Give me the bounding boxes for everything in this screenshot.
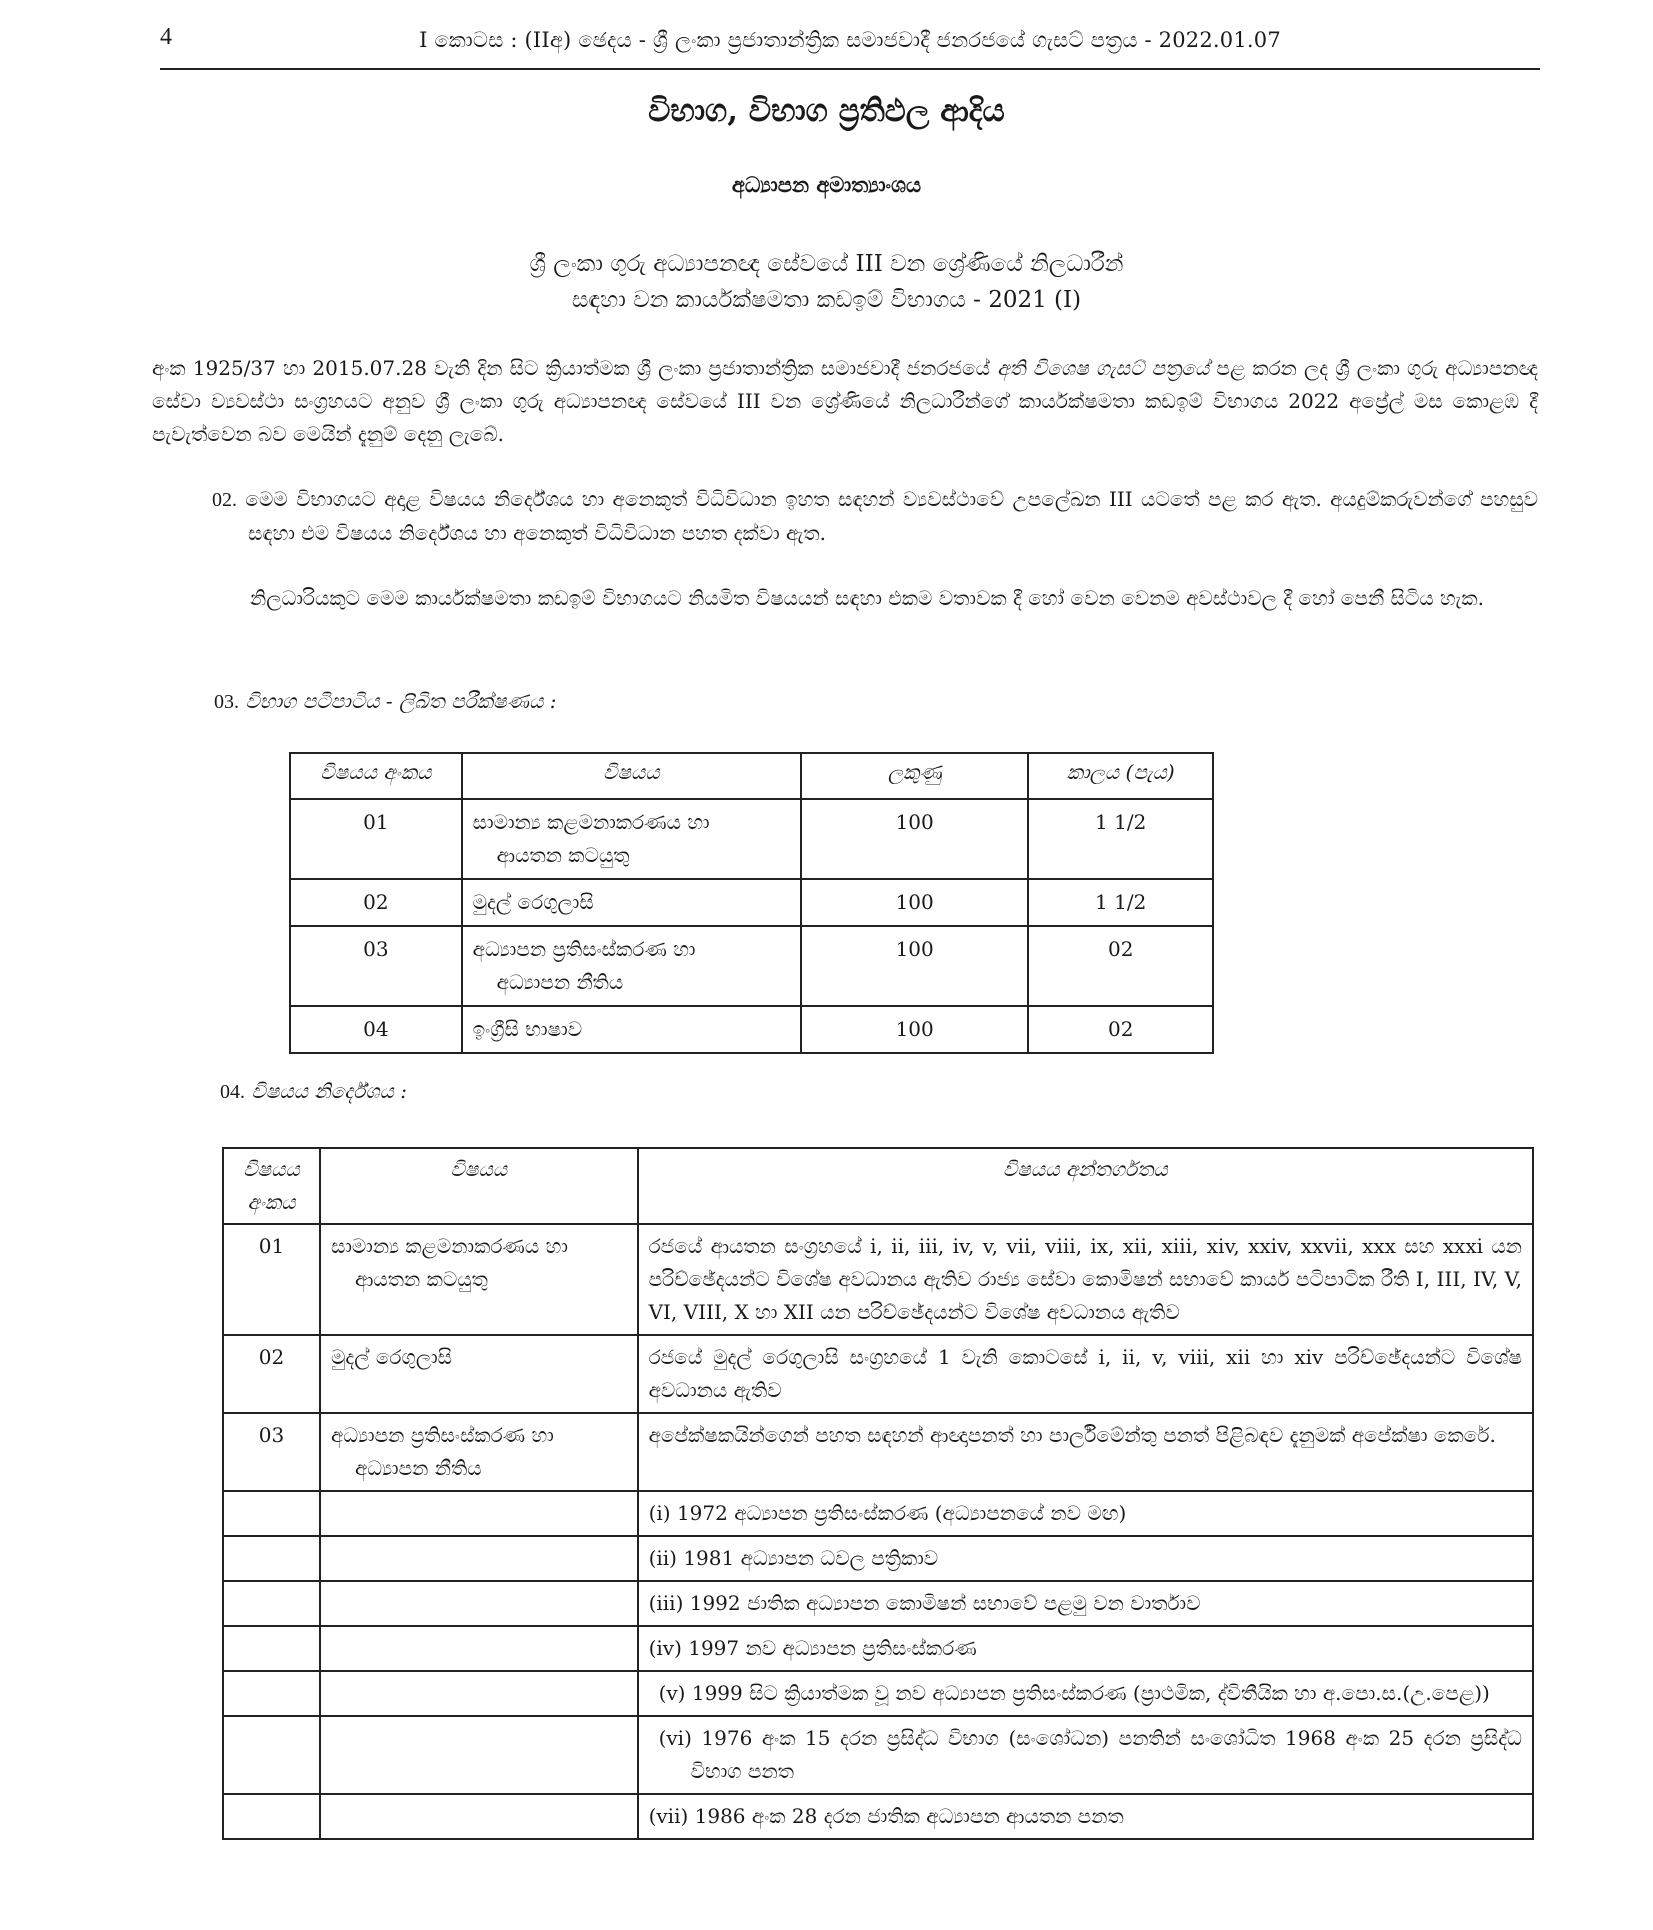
cell-code: 03: [290, 926, 462, 1006]
item-text: (v) 1999 සිට ක්‍රියාත්මක වූ නව අධ්‍යාපන ප්‍රතිසංස්කරණ (ප්‍රාථමික, ද්විතීයික හා අ.පො.ස.(උ.පෙළ)): [658, 1681, 1490, 1705]
cell-code: 01: [290, 799, 462, 879]
cell-content-item: (vii) 1986 අංක 28 දරන ජාතික අධ්‍යාපන ආයතන පනත: [638, 1794, 1533, 1839]
cell-subject-empty: [320, 1794, 638, 1839]
cell-marks: 100: [801, 799, 1028, 879]
cell-subject-empty: [320, 1536, 638, 1581]
paragraph-02-continuation: නිලධාරියකුට මෙම කාර්යක්ෂමතා කඩඉම් විභාගයට නියමිත විෂයයන් සඳහා එකම වතාවක දී හෝ වෙන වෙනම අවස්ථාවල දී හෝ පෙනී සිටිය හැක.: [250, 586, 1484, 610]
cell-marks: 100: [801, 1006, 1028, 1053]
cell-content-item: [638, 1671, 1533, 1716]
cell-subject-empty: [320, 1581, 638, 1626]
header-subject-code: විෂයය අංකය: [290, 753, 462, 799]
cell-code: 02: [290, 879, 462, 926]
running-title: I කොටස : (IIඅ) ඡෙදය - ශ්‍රී ලංකා ප්‍රජාතාන්ත්‍රික සමාජවාදී ජනරජයේ ගැසට් පත්‍රය - 2022.01.07: [419, 28, 1281, 52]
paragraph-03-label: විභාග පටිපාටිය - ලිඛිත පරීක්ෂණය :: [245, 689, 557, 713]
cell-marks: 100: [801, 926, 1028, 1006]
cell-marks: 100: [801, 879, 1028, 926]
exam-title: [0, 246, 1653, 318]
cell-code: 01: [223, 1224, 320, 1335]
cell-content: අපේක්ෂකයින්ගෙන් පහත සඳහන් ආඥාපනත් හා පාර්ලිමේන්තු පනත් පිළිබඳව දැනුමක් අපේක්ෂා කෙරේ.: [638, 1413, 1533, 1491]
cell-subject: [462, 926, 801, 1006]
table-row: [223, 1224, 1533, 1335]
cell-time: 1 1/2: [1028, 799, 1213, 879]
header-time: කාලය (පැය): [1028, 753, 1213, 799]
cell-content-item: (iv) 1997 නව අධ්‍යාපන ප්‍රතිසංස්කරණ: [638, 1626, 1533, 1671]
cell-code: 03: [223, 1413, 320, 1491]
cell-code: 04: [290, 1006, 462, 1053]
exam-schedule-table: [289, 752, 1214, 1054]
subject-line-1: සාමාන්‍ය කළමනාකරණය හා: [472, 810, 710, 834]
cell-subject: [320, 1224, 638, 1335]
table-row: [290, 799, 1213, 879]
header-code-line-1: විෂයය: [243, 1157, 300, 1181]
cell-content: රජයේ මුදල් රෙගුලාසි සංග්‍රහයේ 1 වැනි කොටසේ i, ii, v, viii, xii හා xiv පරිච්ඡේදයන්ට විශේෂ අවධානය ඇතිව: [638, 1335, 1533, 1413]
cell-content-item: (iii) 1992 ජාතික අධ්‍යාපන කොමිෂන් සභාවේ පළමු වන වාර්තාව: [638, 1581, 1533, 1626]
table-header-row: [290, 753, 1213, 799]
cell-subject: [462, 799, 801, 879]
header-code-line-2: අංකය: [247, 1190, 296, 1214]
subject-line-2: ආයතන කටයුතු: [354, 1267, 488, 1291]
paragraph-02: [212, 483, 1539, 550]
ministry-name: අධ්‍යාපන අමාත්‍යාංශය: [731, 172, 922, 197]
table-row: [223, 1536, 1533, 1581]
cell-time: 02: [1028, 926, 1213, 1006]
page-number: 4: [160, 24, 172, 50]
subject-line-2: අධ්‍යාපන නීතිය: [354, 1456, 482, 1480]
table-row: [290, 879, 1213, 926]
intro-paragraph: [152, 352, 1538, 451]
cell-code-empty: [223, 1794, 320, 1839]
table-row: [223, 1626, 1533, 1671]
header-rule: [160, 68, 1540, 70]
header-subject-code: [223, 1148, 320, 1224]
paragraph-03-number: 03.: [214, 691, 239, 713]
cell-subject: [320, 1413, 638, 1491]
cell-subject: මුදල් රෙගුලාසි: [462, 879, 801, 926]
cell-code-empty: [223, 1716, 320, 1794]
subject-line-1: සාමාන්‍ය කළමනාකරණය හා: [330, 1234, 568, 1258]
paragraph-02-number: 02.: [212, 489, 237, 511]
cell-subject-empty: [320, 1491, 638, 1536]
table-row: [223, 1413, 1533, 1491]
item-text: (vi) 1976 අංක 15 දරන ප්‍රසිද්ධ විභාග (සංශෝධන) පනතින් සංශෝධිත 1968 අංක 25 දරන ප්‍රසිද්ධ විභාග පනත: [658, 1726, 1522, 1783]
cell-code-empty: [223, 1491, 320, 1536]
subject-line-2: ආයතන කටයුතු: [496, 843, 630, 867]
subject-line-1: අධ්‍යාපන ප්‍රතිසංස්කරණ හා: [330, 1423, 554, 1447]
intro-text-part-1: අංක 1925/37 හා 2015.07.28 වැනි දින සිට ක්‍රියාත්මක ශ්‍රී ලංකා ප්‍රජාතාන්ත්‍රික සමාජවාදී ජනරජයේ: [152, 356, 998, 380]
table-row: [290, 1006, 1213, 1053]
table-row: [223, 1794, 1533, 1839]
cell-content: රජයේ ආයතන සංග්‍රහයේ i, ii, iii, iv, v, vii, viii, ix, xii, xiii, xiv, xxiv, xxvii, xxx සහ xxxi යන පරිච්ඡේදයන්ට විශේෂ අවධානය ඇතිව රාජ්‍ය සේවා කොමිෂන් සභාවේ කාර්ය පටිපාටික රීති I, III, IV, V, VI, VIII, X හා XII යන පරිච්ඡේදයන්ට විශේෂ අවධානය ඇතිව: [638, 1224, 1533, 1335]
table-row: [223, 1581, 1533, 1626]
header-subject: විෂයය: [320, 1148, 638, 1224]
subject-line-2: අධ්‍යාපන නීතිය: [496, 970, 624, 994]
table-row: [223, 1716, 1533, 1794]
cell-code: 02: [223, 1335, 320, 1413]
paragraph-02-text: මෙම විභාගයට අදාළ විෂයය නිර්දේශය හා අනෙකුත් විධිවිධාන ඉහත සඳහන් ව්‍යවස්ථාවේ උපලේඛන III යටතේ පළ කර ඇත. අයදුම්කරුවන්ගේ පහසුව සඳහා එම විෂයය නිර්දේශය හා අනෙකුත් විධිවිධාන පහත දක්වා ඇත.: [245, 487, 1539, 545]
cell-code-empty: [223, 1581, 320, 1626]
cell-subject-empty: [320, 1626, 638, 1671]
table-header-row: [223, 1148, 1533, 1224]
cell-time: 02: [1028, 1006, 1213, 1053]
cell-subject: මුදල් රෙගුලාසි: [320, 1335, 638, 1413]
cell-content-item: [638, 1716, 1533, 1794]
table-row: [223, 1491, 1533, 1536]
running-header: [160, 24, 1540, 64]
exam-title-line-1: ශ්‍රී ලංකා ගුරු අධ්‍යාපනඥ සේවයේ III වන ශ්‍රේණියේ නිලධාරීන්: [529, 251, 1124, 277]
paragraph-04-number: 04.: [220, 1081, 245, 1103]
cell-code-empty: [223, 1536, 320, 1581]
table-row: [290, 926, 1213, 1006]
cell-time: 1 1/2: [1028, 879, 1213, 926]
syllabus-table: [222, 1147, 1534, 1840]
cell-code-empty: [223, 1626, 320, 1671]
intro-text-italic: අති විශෙෂ ගැසට් පත්‍රයේ: [997, 356, 1210, 380]
table-row: [223, 1671, 1533, 1716]
cell-content-item: (i) 1972 අධ්‍යාපන ප්‍රතිසංස්කරණ (අධ්‍යාපනයේ නව මඟ): [638, 1491, 1533, 1536]
intro-text-part-2: පළ කරන ලද ශ්‍රී ලංකා ගුරු අධ්‍යාපනඥ සේවා ව්‍යවස්ථා සංග්‍රහයට අනුව ශ්‍රී ලංකා ගුරු අධ්‍යාපනඥ සේවයේ III වන ශ්‍රේණියේ නිලධාරීන්ගේ කාර්යක්ෂමතා කඩඉම් විභාගය 2022 අප්‍රේල් මස කොළඹ දී පැවැත්වෙන බව මෙයින් දැනුම් දෙනු ලැබේ.: [152, 356, 1539, 446]
cell-content-item: (ii) 1981 අධ්‍යාපන ධවල පත්‍රිකාව: [638, 1536, 1533, 1581]
header-content: විෂයය අන්තර්ගතය: [638, 1148, 1533, 1224]
section-title: විභාග, විභාග ප්‍රතිඵල ආදිය: [648, 93, 1005, 129]
paragraph-04-label: විෂයය නිර්දේශය :: [251, 1079, 407, 1103]
header-marks: ලකුණු: [801, 753, 1028, 799]
cell-subject-empty: [320, 1671, 638, 1716]
table-row: [223, 1335, 1533, 1413]
paragraph-04: [220, 1075, 1420, 1109]
cell-subject-empty: [320, 1716, 638, 1794]
header-subject: විෂයය: [462, 753, 801, 799]
paragraph-03: [214, 685, 1414, 719]
subject-line-1: අධ්‍යාපන ප්‍රතිසංස්කරණ හා: [472, 937, 696, 961]
exam-title-line-2: සඳහා වන කාර්යක්ෂමතා කඩඉම් විභාගය - 2021 (I): [571, 287, 1082, 313]
cell-subject: ඉංග්‍රීසි භාෂාව: [462, 1006, 801, 1053]
cell-code-empty: [223, 1671, 320, 1716]
